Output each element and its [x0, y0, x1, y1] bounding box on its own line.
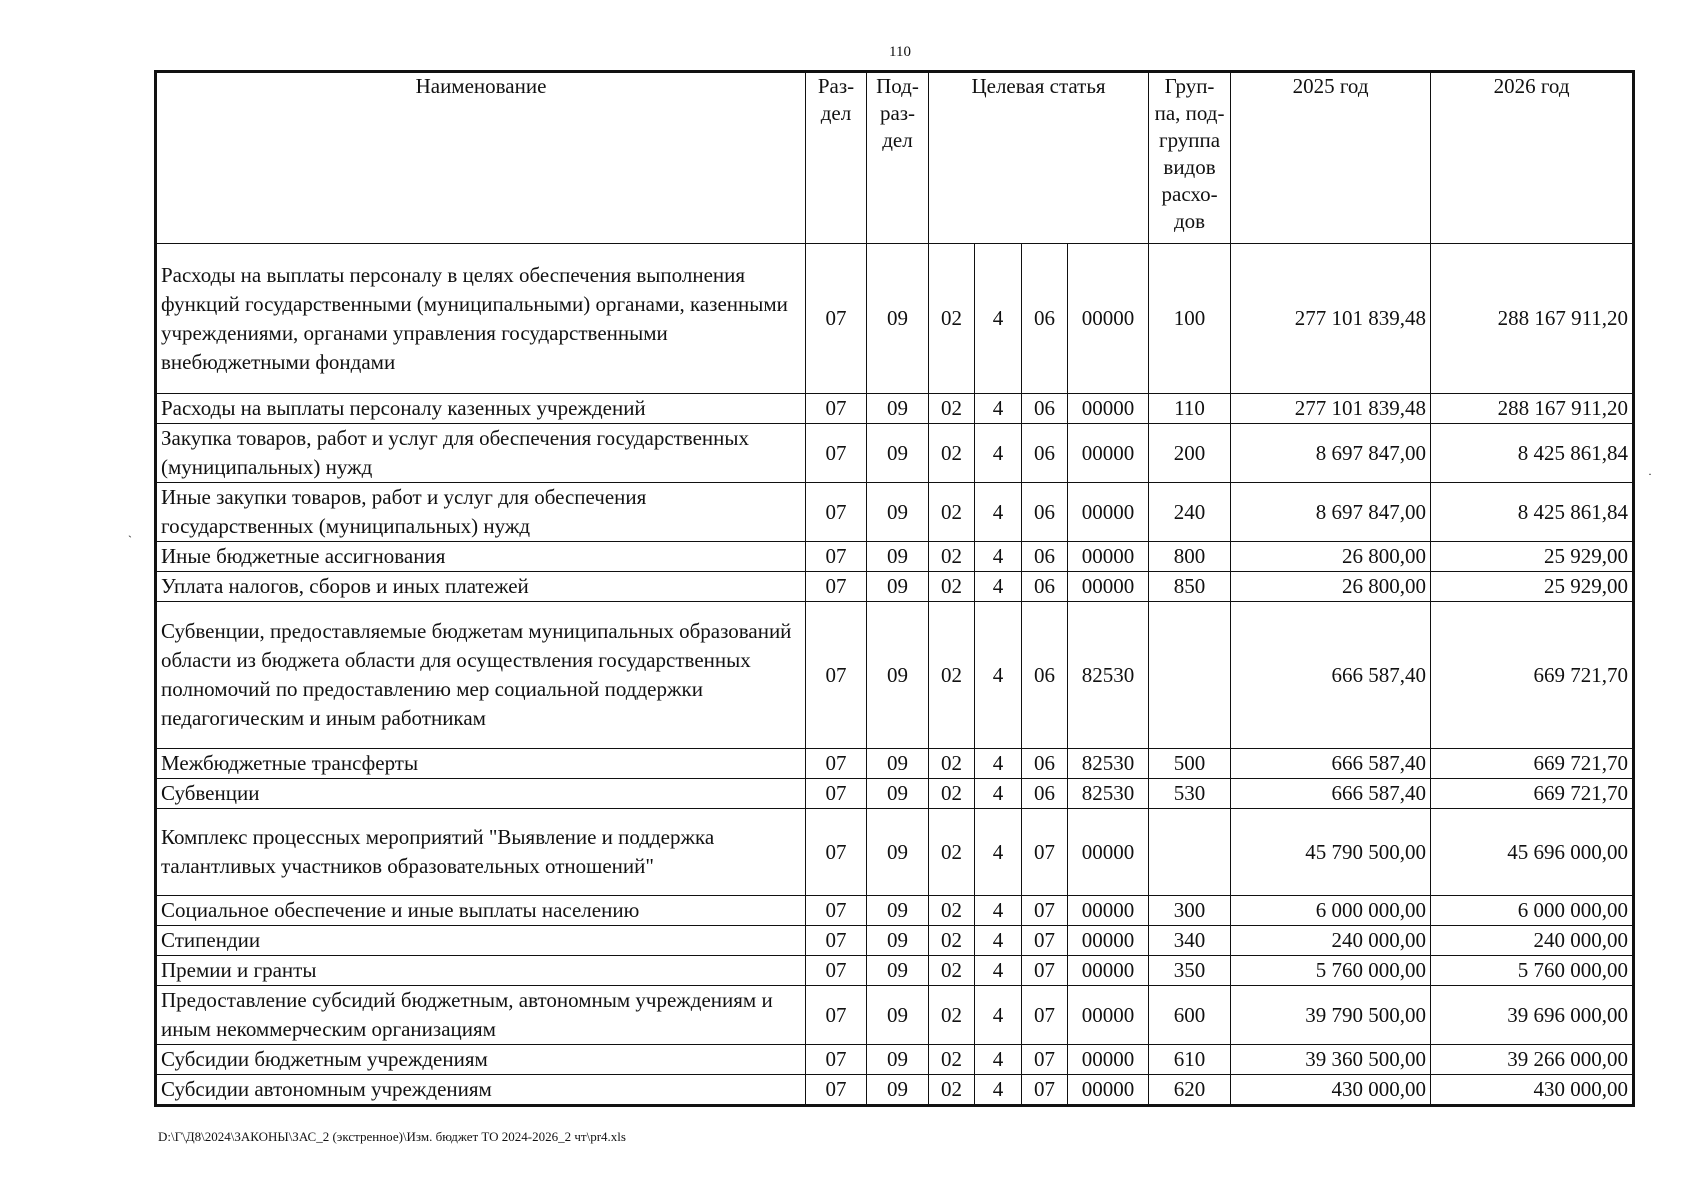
page-number: 110	[889, 44, 911, 60]
table-row	[156, 956, 1634, 986]
row-target-type: 4	[975, 809, 1022, 896]
row-name: Субвенции, предоставляемые бюджетам муниципальных образований области из бюджета области для осуществления государственных полномочий по предоставлению мер социальной поддержки педагогическим и иным работникам	[156, 602, 806, 749]
row-name: Социальное обеспечение и иные выплаты населению	[156, 896, 806, 926]
row-target-program: 02	[929, 779, 975, 809]
table-row	[156, 424, 1634, 483]
row-target-type: 4	[975, 986, 1022, 1045]
table-row	[156, 896, 1634, 926]
row-target-program: 02	[929, 809, 975, 896]
footer-file-path: D:\Г\Д8\2024\ЗАКОНЫ\ЗАС_2 (экстренное)\Изм. бюджет ТО 2024-2026_2 чт\pr4.xls	[158, 1129, 626, 1144]
table-row	[156, 986, 1634, 1045]
row-amount-2026: 8 425 861,84	[1431, 483, 1634, 542]
row-expense-group: 350	[1149, 956, 1231, 986]
row-target-direction: 00000	[1068, 986, 1149, 1045]
row-podrazdel: 09	[867, 572, 929, 602]
row-name: Премии и гранты	[156, 956, 806, 986]
row-amount-2026: 25 929,00	[1431, 542, 1634, 572]
row-razdel: 07	[806, 956, 867, 986]
row-target-type: 4	[975, 1045, 1022, 1075]
row-razdel: 07	[806, 896, 867, 926]
row-expense-group: 530	[1149, 779, 1231, 809]
row-target-complex: 06	[1022, 424, 1068, 483]
row-podrazdel: 09	[867, 779, 929, 809]
row-amount-2025: 430 000,00	[1231, 1075, 1431, 1106]
row-name: Расходы на выплаты персоналу казенных учреждений	[156, 394, 806, 424]
row-target-direction: 82530	[1068, 779, 1149, 809]
row-amount-2026: 669 721,70	[1431, 602, 1634, 749]
row-name: Субсидии автономным учреждениям	[156, 1075, 806, 1106]
row-amount-2026: 45 696 000,00	[1431, 809, 1634, 896]
row-podrazdel: 09	[867, 956, 929, 986]
table-row	[156, 602, 1634, 749]
row-target-direction: 00000	[1068, 394, 1149, 424]
table-row	[156, 926, 1634, 956]
row-amount-2025: 666 587,40	[1231, 602, 1431, 749]
row-expense-group: 620	[1149, 1075, 1231, 1106]
row-expense-group: 110	[1149, 394, 1231, 424]
row-amount-2026: 39 266 000,00	[1431, 1045, 1634, 1075]
row-target-program: 02	[929, 896, 975, 926]
row-podrazdel: 09	[867, 926, 929, 956]
row-name: Межбюджетные трансферты	[156, 749, 806, 779]
row-name: Иные закупки товаров, работ и услуг для обеспечения государственных (муниципальных) нужд	[156, 483, 806, 542]
row-podrazdel: 09	[867, 1075, 929, 1106]
row-razdel: 07	[806, 809, 867, 896]
row-podrazdel: 09	[867, 809, 929, 896]
row-target-program: 02	[929, 956, 975, 986]
row-target-direction: 82530	[1068, 749, 1149, 779]
row-target-program: 02	[929, 572, 975, 602]
row-expense-group	[1149, 809, 1231, 896]
row-podrazdel: 09	[867, 244, 929, 394]
row-target-type: 4	[975, 956, 1022, 986]
row-expense-group: 240	[1149, 483, 1231, 542]
row-target-complex: 06	[1022, 749, 1068, 779]
row-target-direction: 00000	[1068, 572, 1149, 602]
row-amount-2026: 8 425 861,84	[1431, 424, 1634, 483]
row-name: Субвенции	[156, 779, 806, 809]
header-razdel: Раз- дел	[806, 72, 867, 244]
table-row	[156, 572, 1634, 602]
row-razdel: 07	[806, 926, 867, 956]
row-name: Комплекс процессных мероприятий "Выявление и поддержка талантливых участников образовательных отношений"	[156, 809, 806, 896]
row-expense-group	[1149, 602, 1231, 749]
row-amount-2025: 39 360 500,00	[1231, 1045, 1431, 1075]
row-amount-2025: 277 101 839,48	[1231, 244, 1431, 394]
row-target-program: 02	[929, 424, 975, 483]
row-target-complex: 07	[1022, 926, 1068, 956]
header-podrazdel: Под- раз- дел	[867, 72, 929, 244]
row-target-program: 02	[929, 394, 975, 424]
row-podrazdel: 09	[867, 424, 929, 483]
header-year-2026: 2026 год	[1431, 72, 1634, 244]
row-target-complex: 06	[1022, 779, 1068, 809]
row-razdel: 07	[806, 244, 867, 394]
row-target-program: 02	[929, 244, 975, 394]
row-amount-2026: 669 721,70	[1431, 749, 1634, 779]
row-podrazdel: 09	[867, 749, 929, 779]
row-amount-2025: 277 101 839,48	[1231, 394, 1431, 424]
row-target-type: 4	[975, 1075, 1022, 1106]
row-name: Уплата налогов, сборов и иных платежей	[156, 572, 806, 602]
row-amount-2026: 430 000,00	[1431, 1075, 1634, 1106]
row-target-program: 02	[929, 542, 975, 572]
row-target-direction: 00000	[1068, 244, 1149, 394]
budget-table	[154, 70, 1635, 1107]
row-target-direction: 82530	[1068, 602, 1149, 749]
row-expense-group: 100	[1149, 244, 1231, 394]
row-target-direction: 00000	[1068, 424, 1149, 483]
row-target-complex: 07	[1022, 896, 1068, 926]
row-expense-group: 500	[1149, 749, 1231, 779]
row-razdel: 07	[806, 1045, 867, 1075]
row-podrazdel: 09	[867, 542, 929, 572]
row-amount-2025: 8 697 847,00	[1231, 483, 1431, 542]
row-razdel: 07	[806, 602, 867, 749]
row-razdel: 07	[806, 1075, 867, 1106]
table-row	[156, 809, 1634, 896]
table-row	[156, 394, 1634, 424]
row-razdel: 07	[806, 542, 867, 572]
row-target-type: 4	[975, 424, 1022, 483]
row-target-type: 4	[975, 542, 1022, 572]
row-target-type: 4	[975, 926, 1022, 956]
stray-mark: ·	[1648, 467, 1652, 481]
row-amount-2026: 240 000,00	[1431, 926, 1634, 956]
row-target-program: 02	[929, 986, 975, 1045]
row-target-direction: 00000	[1068, 1045, 1149, 1075]
row-razdel: 07	[806, 779, 867, 809]
row-target-complex: 06	[1022, 483, 1068, 542]
row-amount-2025: 666 587,40	[1231, 749, 1431, 779]
row-podrazdel: 09	[867, 483, 929, 542]
table-row	[156, 749, 1634, 779]
row-expense-group: 610	[1149, 1045, 1231, 1075]
row-name: Расходы на выплаты персоналу в целях обеспечения выполнения функций государственными (муниципальными) органами, казенными учреждениями, органами управления государственными внебюджетными фондами	[156, 244, 806, 394]
row-target-complex: 06	[1022, 394, 1068, 424]
row-amount-2025: 240 000,00	[1231, 926, 1431, 956]
row-target-complex: 06	[1022, 542, 1068, 572]
table-row	[156, 483, 1634, 542]
row-target-complex: 07	[1022, 1045, 1068, 1075]
row-target-direction: 00000	[1068, 956, 1149, 986]
row-expense-group: 800	[1149, 542, 1231, 572]
table-row	[156, 1045, 1634, 1075]
table-row	[156, 779, 1634, 809]
row-target-type: 4	[975, 244, 1022, 394]
row-target-type: 4	[975, 394, 1022, 424]
row-target-direction: 00000	[1068, 809, 1149, 896]
row-target-direction: 00000	[1068, 1075, 1149, 1106]
row-razdel: 07	[806, 749, 867, 779]
row-expense-group: 200	[1149, 424, 1231, 483]
row-target-direction: 00000	[1068, 483, 1149, 542]
row-expense-group: 340	[1149, 926, 1231, 956]
table-header-row	[156, 72, 1634, 244]
row-target-complex: 07	[1022, 956, 1068, 986]
row-target-complex: 07	[1022, 809, 1068, 896]
row-target-direction: 00000	[1068, 926, 1149, 956]
row-target-program: 02	[929, 1075, 975, 1106]
row-name: Стипендии	[156, 926, 806, 956]
row-target-type: 4	[975, 749, 1022, 779]
row-name: Закупка товаров, работ и услуг для обеспечения государственных (муниципальных) нужд	[156, 424, 806, 483]
header-name: Наименование	[156, 72, 806, 244]
table-row	[156, 1075, 1634, 1106]
row-amount-2026: 288 167 911,20	[1431, 244, 1634, 394]
row-target-direction: 00000	[1068, 542, 1149, 572]
row-podrazdel: 09	[867, 896, 929, 926]
row-razdel: 07	[806, 424, 867, 483]
row-target-complex: 06	[1022, 602, 1068, 749]
row-amount-2026: 669 721,70	[1431, 779, 1634, 809]
row-target-type: 4	[975, 779, 1022, 809]
row-target-type: 4	[975, 483, 1022, 542]
row-razdel: 07	[806, 394, 867, 424]
row-amount-2025: 5 760 000,00	[1231, 956, 1431, 986]
header-expense-group: Груп- па, под- группа видов расхо- дов	[1149, 72, 1231, 244]
row-target-complex: 07	[1022, 986, 1068, 1045]
row-expense-group: 850	[1149, 572, 1231, 602]
row-amount-2025: 8 697 847,00	[1231, 424, 1431, 483]
row-expense-group: 300	[1149, 896, 1231, 926]
row-podrazdel: 09	[867, 394, 929, 424]
row-target-type: 4	[975, 602, 1022, 749]
table-row	[156, 244, 1634, 394]
stray-mark: ˏ	[128, 524, 132, 538]
row-amount-2026: 288 167 911,20	[1431, 394, 1634, 424]
row-amount-2026: 6 000 000,00	[1431, 896, 1634, 926]
row-amount-2025: 6 000 000,00	[1231, 896, 1431, 926]
row-expense-group: 600	[1149, 986, 1231, 1045]
header-year-2025: 2025 год	[1231, 72, 1431, 244]
row-target-complex: 06	[1022, 244, 1068, 394]
row-target-program: 02	[929, 749, 975, 779]
row-target-type: 4	[975, 896, 1022, 926]
row-podrazdel: 09	[867, 1045, 929, 1075]
row-amount-2025: 26 800,00	[1231, 542, 1431, 572]
row-amount-2025: 39 790 500,00	[1231, 986, 1431, 1045]
row-razdel: 07	[806, 986, 867, 1045]
row-name: Предоставление субсидий бюджетным, автономным учреждениям и иным некоммерческим организациям	[156, 986, 806, 1045]
row-amount-2026: 39 696 000,00	[1431, 986, 1634, 1045]
row-target-program: 02	[929, 483, 975, 542]
row-target-complex: 07	[1022, 1075, 1068, 1106]
row-amount-2025: 26 800,00	[1231, 572, 1431, 602]
row-name: Субсидии бюджетным учреждениям	[156, 1045, 806, 1075]
table-row	[156, 542, 1634, 572]
row-target-program: 02	[929, 1045, 975, 1075]
row-amount-2026: 25 929,00	[1431, 572, 1634, 602]
row-name: Иные бюджетные ассигнования	[156, 542, 806, 572]
row-podrazdel: 09	[867, 986, 929, 1045]
row-target-program: 02	[929, 602, 975, 749]
row-amount-2025: 666 587,40	[1231, 779, 1431, 809]
row-amount-2026: 5 760 000,00	[1431, 956, 1634, 986]
row-podrazdel: 09	[867, 602, 929, 749]
row-target-type: 4	[975, 572, 1022, 602]
row-amount-2025: 45 790 500,00	[1231, 809, 1431, 896]
row-target-complex: 06	[1022, 572, 1068, 602]
row-razdel: 07	[806, 572, 867, 602]
row-target-direction: 00000	[1068, 896, 1149, 926]
header-target-article: Целевая статья	[929, 72, 1149, 244]
row-razdel: 07	[806, 483, 867, 542]
row-target-program: 02	[929, 926, 975, 956]
